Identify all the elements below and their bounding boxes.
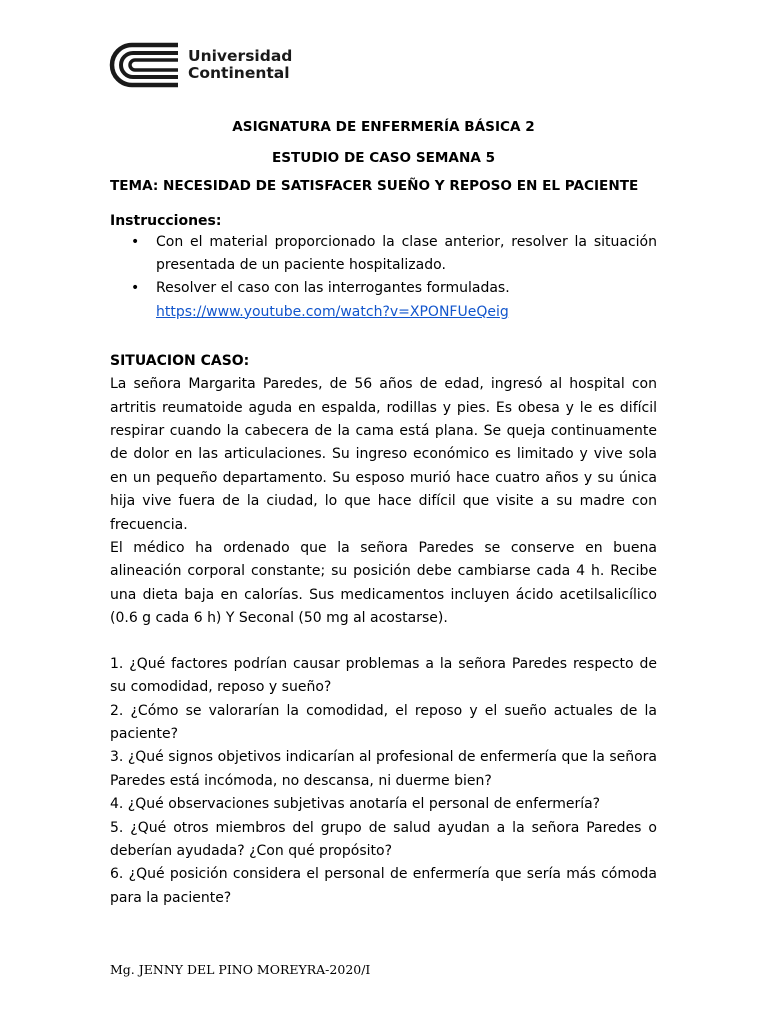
instruction-text: Con el material proporcionado la clase anterior, resolver la situación presentada de un paciente hospitalizado. [156, 234, 657, 274]
question-item: 4. ¿Qué observaciones subjetivas anotaría el personal de enfermería? [110, 796, 601, 813]
continental-c-logo-icon [108, 42, 182, 88]
list-item [110, 231, 657, 277]
situation-heading: SITUACION CASO: [110, 352, 250, 369]
situation-paragraph-2: El médico ha ordenado que la señora Paredes se conserve en buena alineación corporal constante; su posición debe cambiarse cada 4 h. Recibe una dieta baja en calorías. Sus medicamentos incluyen ácido acetilsalicílico (0.6 g cada 6 h) Y Seconal (50 mg al acostarse). [110, 540, 657, 627]
instructions-heading: Instrucciones: [110, 213, 222, 229]
list-item [110, 277, 657, 323]
bullet-icon: • [131, 234, 140, 250]
footer-author: Mg. JENNY DEL PINO MOREYRA-2020/I [110, 962, 371, 977]
subject-title: ASIGNATURA DE ENFERMERÍA BÁSICA 2 [232, 119, 535, 135]
question-item: 2. ¿Cómo se valorarían la comodidad, el reposo y el sueño actuales de la paciente? [110, 702, 657, 742]
topic-heading: TEMA: NECESIDAD DE SATISFACER SUEÑO Y REPOSO EN EL PACIENTE [110, 178, 639, 194]
question-item: 6. ¿Qué posición considera el personal de enfermería que sería más cómoda para la paciente? [110, 866, 657, 906]
instructions-list [110, 231, 657, 324]
questions-list [110, 653, 657, 910]
logo-wordmark [188, 48, 292, 82]
instruction-text: Resolver el caso con las interrogantes formuladas. [156, 280, 510, 297]
youtube-link[interactable]: https://www.youtube.com/watch?v=XPONFUeQeig [156, 303, 509, 320]
document-body [110, 118, 657, 910]
question-item: 5. ¿Qué otros miembros del grupo de salud ayudan a la señora Paredes o deberían ayudada? ¿Con qué propósito? [110, 819, 657, 859]
university-logo [108, 42, 308, 88]
question-item: 3. ¿Qué signos objetivos indicarían al profesional de enfermería que la señora Paredes está incómoda, no descansa, ni duerme bien? [110, 749, 657, 789]
question-item: 1. ¿Qué factores podrían causar problemas a la señora Paredes respecto de su comodidad, reposo y sueño? [110, 655, 657, 696]
case-title: ESTUDIO DE CASO SEMANA 5 [271, 150, 496, 166]
situation-paragraph-1: La señora Margarita Paredes, de 56 años de edad, ingresó al hospital con artritis reumatoide aguda en espalda, rodillas y pies. Es obesa y le es difícil respirar cuando la cabecera de la cama está plana. Se queja continuamente de dolor en las articulaciones. Su ingreso económico es limitado y vive sola en un pequeño departamento. Su esposo murió hace cuatro años y su única hija vive fuera de la ciudad, lo que hace difícil que visite a su madre con frecuencia. [110, 376, 657, 533]
logo-line-1: Universidad [188, 47, 293, 65]
logo-line-2: Continental [188, 64, 290, 82]
bullet-icon: • [131, 280, 140, 297]
